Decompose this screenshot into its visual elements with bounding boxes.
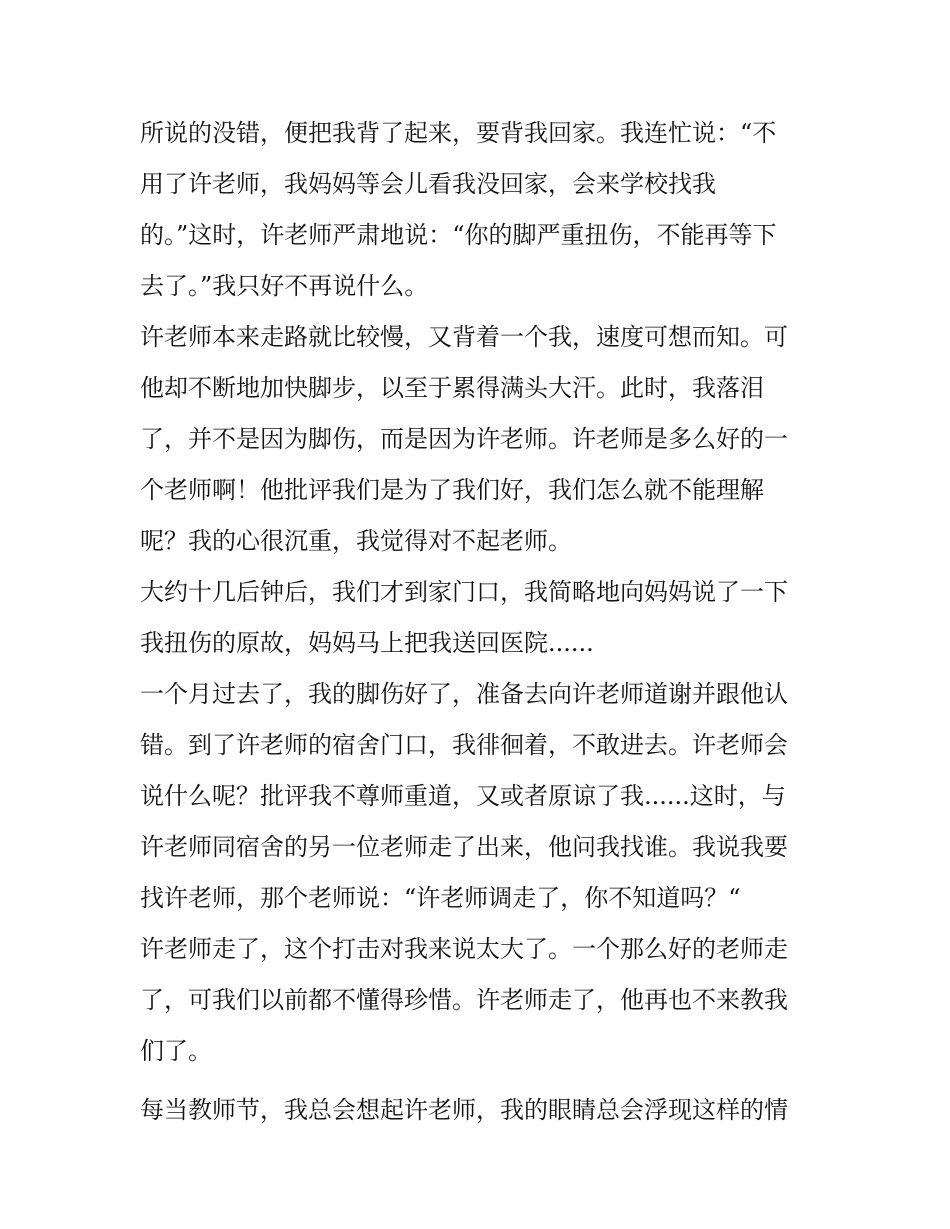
- text-line: 每当教师节，我总会想起许老师，我的眼睛总会浮现这样的情: [140, 1096, 788, 1124]
- text-line: 找许老师，那个老师说：“许老师调走了，你不知道吗？“: [140, 884, 741, 912]
- text-line: 们了。: [140, 1037, 212, 1065]
- paragraph-gap: [140, 1077, 820, 1085]
- text-line: 个老师啊！他批评我们是为了我们好，我们怎么就不能理解: [140, 476, 764, 504]
- text-line: 用了许老师，我妈妈等会儿看我没回家，会来学校找我: [140, 170, 716, 198]
- text-line: 去了。”我只好不再说什么。: [140, 272, 429, 300]
- document-body: [140, 108, 820, 1136]
- text-line: 了，并不是因为脚伤，而是因为许老师。许老师是多么好的一: [140, 425, 788, 453]
- text-line: 许老师走了，这个打击对我来说太大了。一个那么好的老师走: [140, 935, 788, 963]
- text-line: 错。到了许老师的宿舍门口，我徘徊着，不敢进去。许老师会: [140, 731, 788, 759]
- text-line: 许老师同宿舍的另一位老师走了出来，他问我找谁。我说我要: [140, 833, 788, 861]
- text-line: 的。”这时，许老师严肃地说：“你的脚严重扭伤，不能再等下: [140, 221, 777, 249]
- text-line: 一个月过去了，我的脚伤好了，准备去向许老师道谢并跟他认: [140, 680, 788, 708]
- text-line: 我扭伤的原故，妈妈马上把我送回医院......: [140, 629, 594, 657]
- text-line: 了，可我们以前都不懂得珍惜。许老师走了，他再也不来教我: [140, 986, 788, 1014]
- text-line: 呢？我的心很沉重，我觉得对不起老师。: [140, 527, 572, 555]
- text-line: 他却不断地加快脚步，以至于累得满头大汗。此时，我落泪: [140, 374, 764, 402]
- text-line: 大约十几后钟后，我们才到家门口，我简略地向妈妈说了一下: [140, 578, 788, 606]
- text-line: 说什么呢？批评我不尊师重道，又或者原谅了我......这时，与: [140, 782, 786, 810]
- text-line: 许老师本来走路就比较慢，又背着一个我，速度可想而知。可: [140, 323, 788, 351]
- text-line: 所说的没错，便把我背了起来，要背我回家。我连忙说：“不: [140, 119, 777, 147]
